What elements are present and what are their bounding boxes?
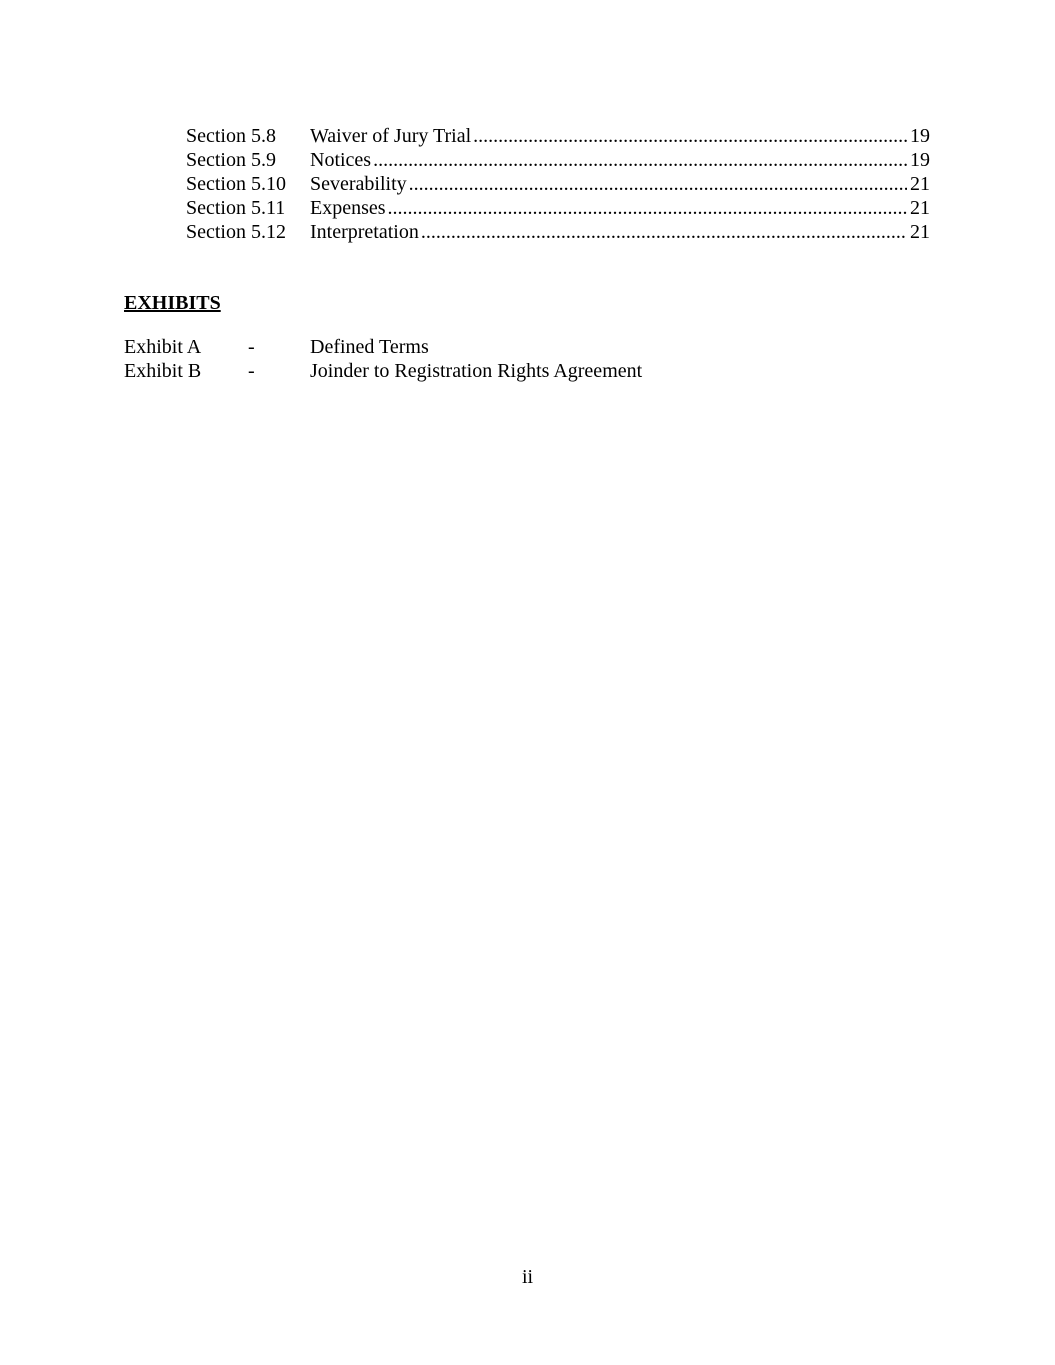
- exhibit-item-a: [124, 335, 642, 359]
- toc-section-number: Section 5.12: [186, 221, 286, 243]
- toc-page-number: 19: [910, 125, 930, 147]
- toc-section-title: Severability: [310, 173, 407, 195]
- exhibits-list: [124, 335, 642, 383]
- exhibits-heading: EXHIBITS: [124, 292, 221, 314]
- exhibit-title: Joinder to Registration Rights Agreement: [310, 360, 643, 382]
- toc-entry-5-11: [186, 196, 930, 220]
- toc-dot-leader: [409, 172, 907, 196]
- toc-section-title: Expenses: [310, 197, 386, 219]
- toc-section-title: Notices: [310, 149, 372, 171]
- toc-entry-5-9: [186, 148, 930, 172]
- exhibit-title: Defined Terms: [310, 336, 429, 358]
- toc-dot-leader: [473, 124, 907, 148]
- toc-section-title: Waiver of Jury Trial: [310, 125, 472, 147]
- toc-entry-5-8: [186, 124, 930, 148]
- exhibit-dash: -: [248, 336, 255, 358]
- toc-entry-5-10: [186, 172, 930, 196]
- page-number: ii: [521, 1266, 534, 1288]
- toc-page-number: 21: [910, 197, 930, 219]
- toc-dot-leader: [388, 196, 907, 220]
- toc-section-title: Interpretation: [310, 221, 419, 243]
- toc-dot-leader: [421, 220, 907, 244]
- toc-page-number: 21: [910, 221, 930, 243]
- exhibit-label: Exhibit A: [124, 336, 202, 358]
- toc-section-number: Section 5.9: [186, 149, 276, 171]
- toc-dot-leader: [373, 148, 907, 172]
- toc-section-number: Section 5.10: [186, 173, 286, 195]
- toc-page-number: 21: [910, 173, 930, 195]
- toc-page-number: 19: [910, 149, 930, 171]
- exhibit-item-b: [124, 359, 642, 383]
- toc-section-number: Section 5.11: [186, 197, 286, 219]
- table-of-contents: [186, 124, 930, 244]
- exhibit-dash: -: [248, 360, 255, 382]
- toc-entry-5-12: [186, 220, 930, 244]
- exhibit-label: Exhibit B: [124, 360, 202, 382]
- toc-section-number: Section 5.8: [186, 125, 276, 147]
